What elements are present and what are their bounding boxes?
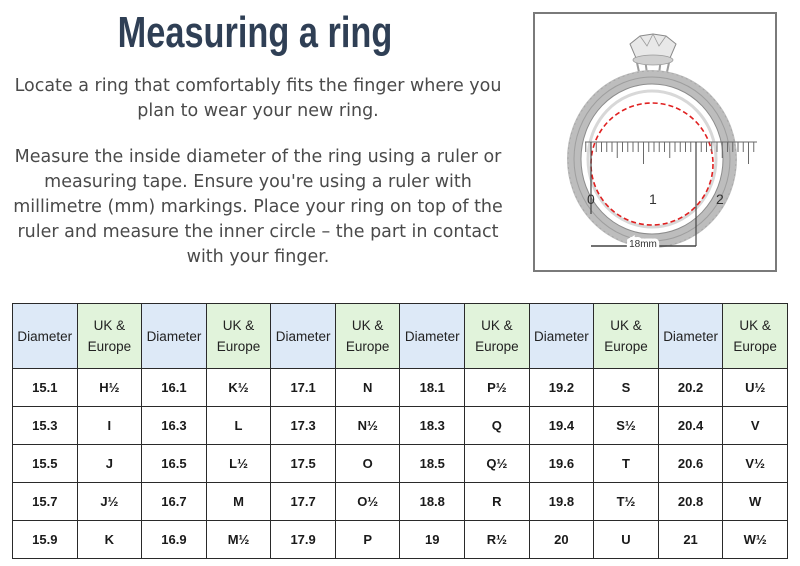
ruler-label-2: 2: [716, 191, 724, 207]
table-row: [13, 483, 788, 521]
uk-europe-header: UK & Europe: [594, 304, 659, 369]
table-row: [13, 521, 788, 559]
diameter-cell: 16.7: [142, 483, 207, 521]
uk-size-cell: W½: [723, 521, 788, 559]
uk-europe-header: UK & Europe: [206, 304, 271, 369]
diameter-cell: 15.3: [13, 407, 78, 445]
diameter-header: Diameter: [529, 304, 594, 369]
diamond-icon: [630, 34, 676, 74]
ruler-label-0: 0: [587, 191, 595, 207]
diameter-cell: 20.6: [658, 445, 723, 483]
table-header-row: [13, 304, 788, 369]
uk-size-cell: K: [77, 521, 142, 559]
instructions-paragraph: Measure the inside diameter of the ring using a ruler or measuring tape. Ensure you're using a ruler with millimetre (mm) markings. Place your ring on top of the ruler and measure the inner circle – the part in contact with your finger.: [13, 147, 503, 267]
diameter-cell: 16.5: [142, 445, 207, 483]
diameter-cell: 19.8: [529, 483, 594, 521]
table-row: [13, 369, 788, 407]
uk-size-cell: I: [77, 407, 142, 445]
diameter-cell: 20: [529, 521, 594, 559]
ruler-label-1: 1: [649, 191, 657, 207]
ring-measurement-illustration: [533, 12, 777, 272]
diameter-cell: 19.6: [529, 445, 594, 483]
diameter-cell: 17.5: [271, 445, 336, 483]
diameter-cell: 15.9: [13, 521, 78, 559]
uk-size-cell: K½: [206, 369, 271, 407]
diameter-cell: 18.1: [400, 369, 465, 407]
diameter-cell: 18.3: [400, 407, 465, 445]
diameter-cell: 15.1: [13, 369, 78, 407]
uk-size-cell: H½: [77, 369, 142, 407]
uk-size-cell: Q½: [465, 445, 530, 483]
diameter-cell: 18.5: [400, 445, 465, 483]
uk-europe-header: UK & Europe: [335, 304, 400, 369]
intro-paragraph: Locate a ring that comfortably fits the finger where you plan to wear your new ring.: [14, 76, 502, 121]
diameter-cell: 16.3: [142, 407, 207, 445]
diameter-cell: 16.1: [142, 369, 207, 407]
diameter-cell: 20.8: [658, 483, 723, 521]
diameter-header: Diameter: [271, 304, 336, 369]
measurement-label: 18mm: [629, 239, 657, 250]
uk-size-cell: P: [335, 521, 400, 559]
diameter-cell: 20.2: [658, 369, 723, 407]
uk-europe-header: UK & Europe: [723, 304, 788, 369]
uk-europe-header: UK & Europe: [465, 304, 530, 369]
diameter-cell: 19: [400, 521, 465, 559]
uk-size-cell: M: [206, 483, 271, 521]
uk-size-cell: M½: [206, 521, 271, 559]
uk-size-cell: L½: [206, 445, 271, 483]
uk-size-cell: P½: [465, 369, 530, 407]
uk-size-cell: T½: [594, 483, 659, 521]
diameter-cell: 19.2: [529, 369, 594, 407]
ring-size-table: [12, 303, 788, 559]
uk-europe-header: UK & Europe: [77, 304, 142, 369]
uk-size-cell: J½: [77, 483, 142, 521]
diameter-header: Diameter: [658, 304, 723, 369]
table-row: [13, 445, 788, 483]
diameter-cell: 16.9: [142, 521, 207, 559]
uk-size-cell: O½: [335, 483, 400, 521]
diameter-cell: 17.9: [271, 521, 336, 559]
uk-size-cell: L: [206, 407, 271, 445]
diameter-header: Diameter: [13, 304, 78, 369]
diameter-cell: 15.7: [13, 483, 78, 521]
page-title: Measuring a ring: [117, 8, 393, 57]
uk-size-cell: V: [723, 407, 788, 445]
diameter-cell: 20.4: [658, 407, 723, 445]
uk-size-cell: N: [335, 369, 400, 407]
uk-size-cell: U½: [723, 369, 788, 407]
uk-size-cell: J: [77, 445, 142, 483]
uk-size-cell: R½: [465, 521, 530, 559]
table-row: [13, 407, 788, 445]
diameter-cell: 17.1: [271, 369, 336, 407]
diameter-cell: 18.8: [400, 483, 465, 521]
diameter-header: Diameter: [142, 304, 207, 369]
diameter-cell: 15.5: [13, 445, 78, 483]
uk-size-cell: U: [594, 521, 659, 559]
uk-size-cell: R: [465, 483, 530, 521]
diameter-cell: 17.3: [271, 407, 336, 445]
uk-size-cell: T: [594, 445, 659, 483]
uk-size-cell: O: [335, 445, 400, 483]
ring-on-ruler-graphic: [535, 14, 775, 270]
diameter-cell: 19.4: [529, 407, 594, 445]
ring-band: [568, 71, 736, 247]
diameter-header: Diameter: [400, 304, 465, 369]
diameter-cell: 17.7: [271, 483, 336, 521]
uk-size-cell: W: [723, 483, 788, 521]
uk-size-cell: S: [594, 369, 659, 407]
uk-size-cell: S½: [594, 407, 659, 445]
uk-size-cell: V½: [723, 445, 788, 483]
uk-size-cell: Q: [465, 407, 530, 445]
diameter-cell: 21: [658, 521, 723, 559]
uk-size-cell: N½: [335, 407, 400, 445]
